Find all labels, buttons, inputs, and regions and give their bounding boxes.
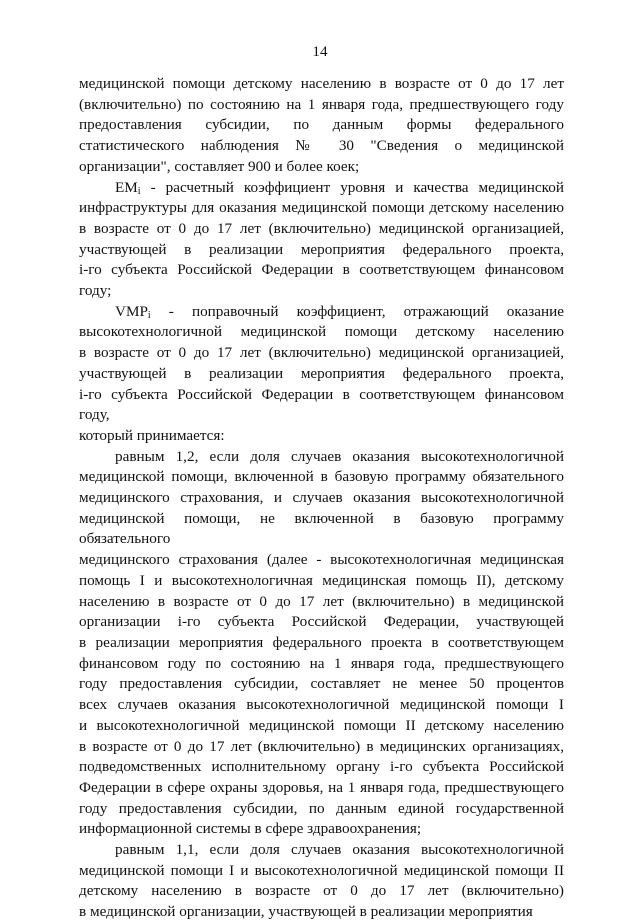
text-line: помощь I и высокотехнологичная медицинская помощь II), детскому: [79, 571, 564, 589]
text-line: населению в возрасте от 0 до 17 лет (включительно) в медицинской: [79, 592, 564, 610]
text-line: i-го субъекта Российской Федерации в соответствующем финансовом году,: [79, 385, 564, 424]
text-line: медицинской помощи, не включенной в базовую программу обязательного: [79, 509, 564, 548]
text-line: в возрасте от 0 до 17 лет (включительно) в медицинских организациях,: [79, 737, 564, 755]
text-line: статистического наблюдения № 30 "Сведения о медицинской: [79, 137, 564, 155]
text-line: равным 1,2, если доля случаев оказания высокотехнологичной: [115, 447, 564, 465]
text-line: медицинской помощи детскому населению в возрасте от 0 до 17 лет: [79, 75, 564, 92]
text-line: в возрасте от 0 до 17 лет (включительно) медицинской организацией,: [79, 344, 564, 362]
text-line: всех случаев оказания высокотехнологичной медицинской помощи I: [79, 696, 564, 714]
text-line: Федерации в сфере охраны здоровья, на 1 января года, предшествующего: [79, 778, 564, 796]
text-line: медицинской помощи, включенной в базовую программу обязательного: [79, 468, 564, 486]
text-line: в реализации мероприятия федерального проекта в соответствующем: [79, 633, 564, 651]
text-line: в медицинской организации, участвующей в реализации мероприятия: [79, 903, 533, 921]
text-line: (включительно) по состоянию на 1 января года, предшествующего году: [79, 95, 564, 113]
text-line: году предоставления субсидии, по данным единой государственной: [79, 799, 564, 817]
text-line: $VMP_i$ - поправочный коэффициент, отражающий оказание: [115, 302, 565, 321]
text-line: i-го субъекта Российской Федерации в соответствующем финансовом году;: [79, 261, 564, 300]
text-line: равным 1,1, если доля случаев оказания высокотехнологичной: [115, 841, 564, 859]
paragraph-p3: [79, 302, 564, 447]
text-line: организации", составляет 900 и более коек;: [79, 157, 360, 175]
text-line: в возрасте от 0 до 17 лет (включительно) медицинской организацией,: [79, 219, 564, 237]
coefficient-symbol: $VMP_i$: [115, 302, 151, 321]
text-line: детскому населению в возрасте от 0 до 17 лет (включительно): [79, 882, 564, 900]
paragraph-p5: [79, 840, 564, 923]
paragraph-p2: [79, 178, 564, 302]
document-body: [79, 74, 564, 923]
text-line: участвующей в реализации мероприятия федерального проекта,: [79, 240, 564, 258]
text-line: инфраструктуры для оказания медицинской помощи детскому населению: [79, 199, 564, 217]
page-number: 14: [312, 43, 328, 60]
text-line: $EM_i$ - расчетный коэффициент уровня и качества медицинской: [115, 178, 564, 197]
text-line: и высокотехнологичной медицинской помощи II детскому населению: [79, 716, 564, 734]
text-line: высокотехнологичной медицинской помощи детскому населению: [79, 323, 564, 341]
text-line: медицинского страхования (далее - высокотехнологичная медицинская: [79, 551, 564, 569]
text-line: медицинского страхования, и случаев оказания высокотехнологичной: [79, 489, 564, 507]
text-line: году предоставления субсидии, составляет не менее 50 процентов: [79, 675, 564, 693]
text-line: который принимается:: [79, 426, 225, 444]
paragraph-p1: [79, 74, 564, 178]
text-line: участвующей в реализации мероприятия федерального проекта,: [79, 364, 564, 382]
text-line: подведомственных исполнительному органу i-го субъекта Российской: [79, 758, 564, 776]
text-line: финансовом году по состоянию на 1 января года, предшествующего: [79, 654, 564, 672]
text-line: медицинской помощи I и высокотехнологичной медицинской помощи II: [79, 861, 564, 879]
text-line: организации i-го субъекта Российской Федерации, участвующей: [79, 613, 564, 631]
coefficient-symbol: $EM_i$: [115, 178, 141, 197]
text-line: информационной системы в сфере здравоохранения;: [79, 820, 422, 838]
text-line: предоставления субсидии, по данным формы федерального: [79, 116, 564, 134]
paragraph-p4: [79, 447, 564, 840]
